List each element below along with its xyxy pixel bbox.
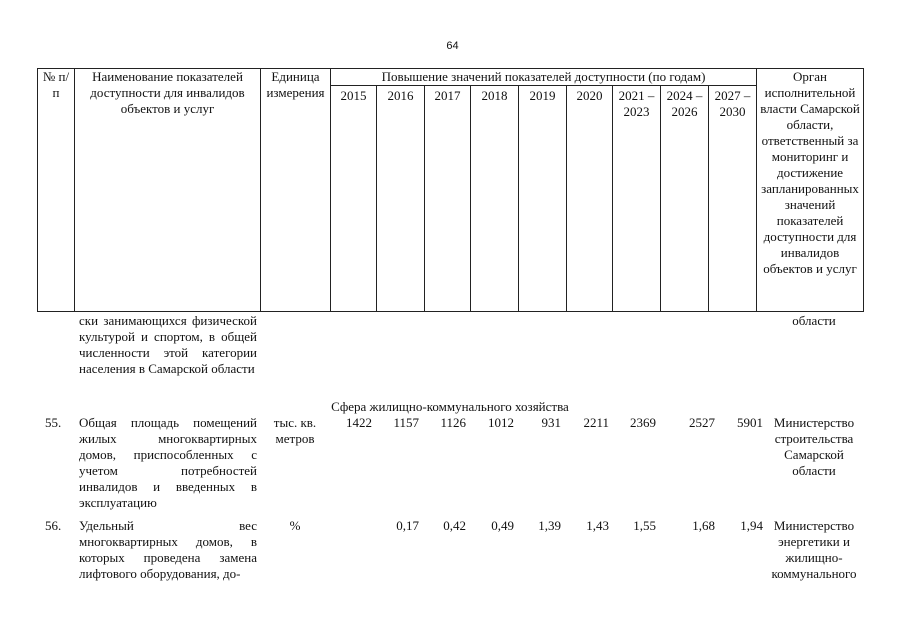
header-year: 2020: [567, 86, 613, 312]
value-cell: 1,43: [586, 518, 609, 533]
row-name: Общая площадь помещений жилых многоквартирных домов, приспособленных с учетом потребностей инвалидов и введенных в эксплуатацию: [79, 415, 257, 510]
value-cell: 1422: [346, 415, 372, 430]
row-unit: тыс. кв. метров: [273, 415, 317, 446]
header-year: 2021 – 2023: [613, 86, 661, 312]
value-cell: 2211: [583, 415, 609, 430]
header-group: Повышение значений показателей доступности (по годам): [331, 69, 757, 86]
continuation-text: ски занимающихся физической культурой и спортом, в общей численности этой категории населения в Самарской области: [79, 313, 257, 376]
header-org: Орган исполнительной власти Самарской области, ответственный за мониторинг и достижение запланированных значений показателей доступности для инвалидов объектов и услуг: [757, 69, 864, 312]
header-year: 2017: [425, 86, 471, 312]
value-cell: 1,94: [740, 518, 763, 533]
page-number: 64: [446, 40, 459, 52]
sector-title: Сфера жилищно-коммунального хозяйства: [331, 399, 569, 414]
header-year: 2024 – 2026: [661, 86, 709, 312]
value-cell: 1,55: [633, 518, 656, 533]
value-cell: 1157: [393, 415, 419, 430]
header-year: 2015: [331, 86, 377, 312]
value-cell: 1,68: [692, 518, 715, 533]
header-year: 2027 – 2030: [709, 86, 757, 312]
row-name: Удельный вес многоквартирных домов, в которых проведена замена лифтового оборудования, до-: [79, 518, 257, 581]
row-org: Министерство энергетики и жилищно-коммунального: [771, 518, 857, 581]
header-table: [37, 68, 864, 312]
value-cell: 1126: [440, 415, 466, 430]
value-cell: 1,39: [538, 518, 561, 533]
value-cell: 0,17: [396, 518, 419, 533]
row-unit: %: [289, 518, 301, 533]
header-unit: Единица измерения: [261, 69, 331, 312]
value-cell: 0,42: [443, 518, 466, 533]
value-cell: 2527: [689, 415, 715, 430]
header-year: 2018: [471, 86, 519, 312]
row-number: 56.: [45, 518, 62, 533]
header-name: Наименование показателей доступности для инвалидов объектов и услуг: [75, 69, 261, 312]
header-num: № п/п: [38, 69, 75, 312]
value-cell: 5901: [737, 415, 763, 430]
header-year: 2019: [519, 86, 567, 312]
header-year: 2016: [377, 86, 425, 312]
value-cell: 0,49: [491, 518, 514, 533]
continuation-org: области: [792, 313, 836, 328]
row-number: 55.: [45, 415, 62, 430]
value-cell: 931: [541, 415, 561, 430]
row-org: Министерство строительства Самарской области: [773, 415, 855, 478]
value-cell: 2369: [630, 415, 656, 430]
value-cell: 1012: [488, 415, 514, 430]
